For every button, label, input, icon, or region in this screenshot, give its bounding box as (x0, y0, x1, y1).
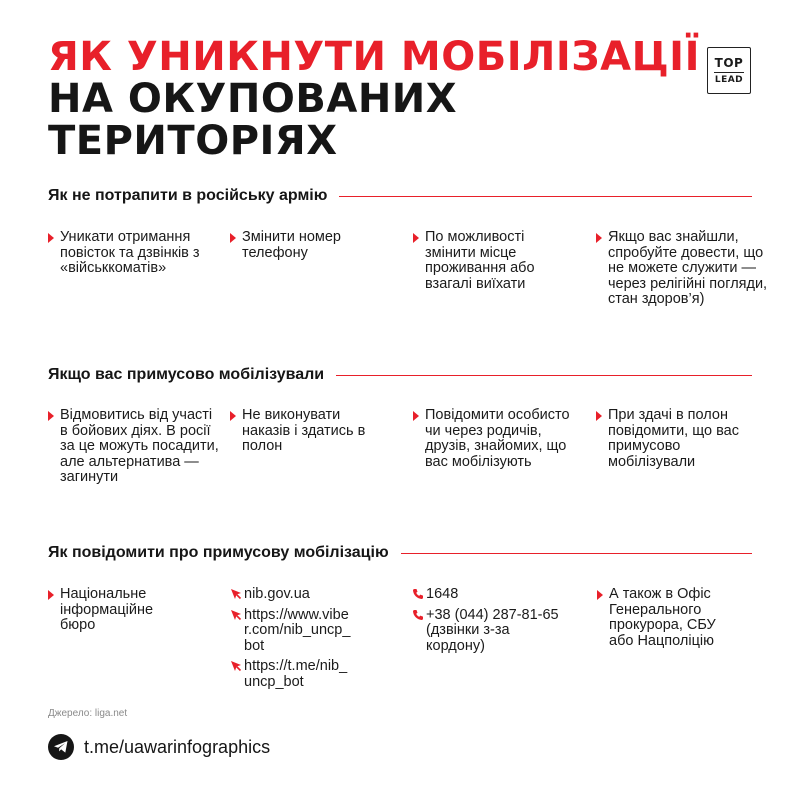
cursor-icon (230, 660, 242, 672)
phone-icon (412, 609, 424, 621)
source-note: Джерело: liga.net (48, 708, 128, 719)
s1-item-3: По можливості змінити місце проживання або взагалі виїхати (425, 230, 575, 292)
phone-icon (412, 588, 424, 600)
section-3-title: Як повідомити про примусову мобілізацію (48, 544, 389, 561)
title-line-3: ТЕРИТОРІЯХ (48, 118, 338, 164)
section-1-divider (339, 196, 752, 197)
cursor-icon (230, 609, 242, 621)
page-title (48, 36, 700, 162)
arrow-bullet-icon (48, 411, 54, 421)
section-2-divider (336, 375, 752, 376)
arrow-bullet-icon (230, 233, 236, 243)
title-line-1: ЯК УНИКНУТИ МОБІЛІЗАЦІЇ (48, 34, 700, 80)
s3-item-4: А також в Офіс Генерального прокурора, СБУ або Нацполіцію (609, 587, 734, 649)
phone-hotline[interactable]: 1648 (426, 587, 576, 603)
section-3-divider (401, 553, 752, 554)
section-2-title: Якщо вас примусово мобілізували (48, 366, 325, 383)
section-3-heading (48, 542, 752, 564)
arrow-bullet-icon (413, 411, 419, 421)
s2-item-2: Не виконувати наказів і здатись в полон (242, 408, 377, 455)
arrow-bullet-icon (48, 590, 54, 600)
link-nib-site[interactable]: nib.gov.ua (244, 587, 394, 603)
arrow-bullet-icon (597, 590, 603, 600)
phone-abroad[interactable]: +38 (044) 287-81-65 (дзвінки з-за кордону) (426, 608, 576, 655)
telegram-channel-link[interactable] (48, 734, 270, 760)
s3-links (244, 587, 394, 695)
telegram-icon (48, 734, 74, 760)
arrow-bullet-icon (413, 233, 419, 243)
title-line-2: НА ОКУПОВАНИХ (48, 76, 458, 122)
s3-phones (426, 587, 576, 659)
arrow-bullet-icon (596, 233, 602, 243)
logo-divider (714, 72, 744, 73)
section-2-heading (48, 364, 752, 386)
arrow-bullet-icon (48, 233, 54, 243)
section-1-heading (48, 185, 752, 207)
s1-item-4: Якщо вас знайшли, спробуйте довести, що не можете служити — через релігійні погляди, стан здоров’я) (608, 230, 768, 308)
link-viber-bot[interactable]: https://www.viber.com/nib_uncp_bot (244, 608, 394, 655)
logo-top-text: TOP (714, 55, 744, 70)
s2-item-4: При здачі в полон повідомити, що вас примусово мобілізували (608, 408, 768, 470)
s1-item-2: Змінити номер телефону (242, 230, 372, 261)
s2-item-3: Повідомити особисто чи через родичів, друзів, знайомих, що вас мобілізують (425, 408, 575, 470)
telegram-link-text[interactable]: t.me/uawarinfographics (84, 736, 271, 757)
link-telegram-bot[interactable]: https://t.me/nib_uncp_bot (244, 659, 394, 690)
logo-bottom-text: LEAD (714, 74, 744, 85)
s3-item-1: Національне інформаційне бюро (60, 587, 185, 634)
s2-item-1: Відмовитись від участі в бойових діях. В росії за це можуть посадити, але альтернатива — загинути (60, 408, 220, 486)
arrow-bullet-icon (596, 411, 602, 421)
s1-item-1: Уникати отримання повісток та дзвінків з «військкоматів» (60, 230, 220, 277)
cursor-icon (230, 588, 242, 600)
arrow-bullet-icon (230, 411, 236, 421)
top-lead-logo (707, 47, 751, 94)
section-1-title: Як не потрапити в російську армію (48, 187, 328, 204)
